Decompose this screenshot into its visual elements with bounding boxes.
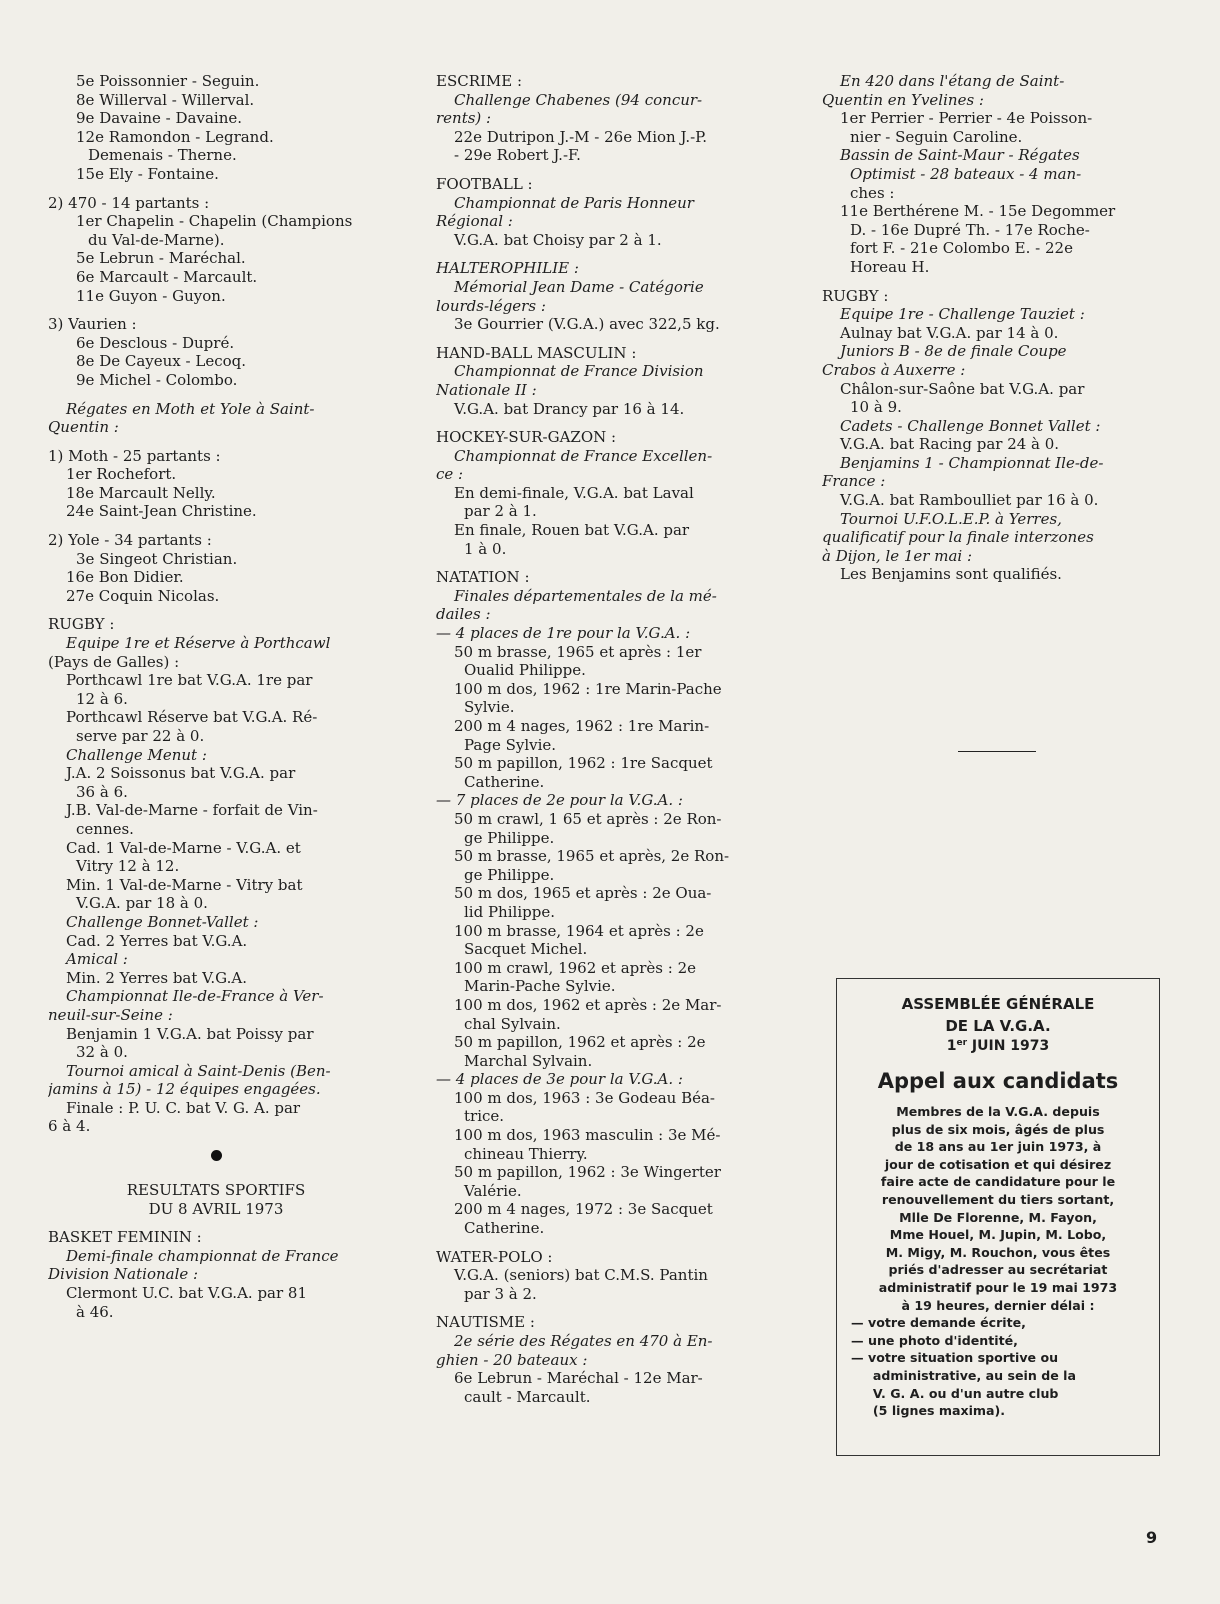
text-line: fort F. - 21e Colombo E. - 22e	[850, 239, 1073, 258]
text-line: Challenge Menut :	[66, 745, 207, 764]
text-line: ghien - 20 bateaux :	[436, 1350, 588, 1369]
text-line: ge Philippe.	[464, 865, 555, 884]
column-1	[48, 72, 384, 1321]
text-line: Marin-Pache Sylvie.	[464, 977, 616, 996]
text-line: neuil-sur-Seine :	[48, 1005, 173, 1024]
text-line: 100 m dos, 1963 masculin : 3e Mé-	[454, 1126, 721, 1145]
text-line: trice.	[464, 1107, 505, 1126]
notice-body-line: faire acte de candidature pour le	[880, 1174, 1116, 1190]
text-line: cault - Marcault.	[464, 1387, 591, 1406]
text-line: — 4 places de 3e pour la V.G.A. :	[436, 1070, 683, 1089]
text-line: serve par 22 à 0.	[76, 727, 205, 745]
text-line: Benjamins 1 - Championnat Ile-de-	[840, 453, 1104, 472]
text-line: V.G.A. (seniors) bat C.M.S. Pantin	[454, 1266, 708, 1285]
column-3	[822, 72, 1156, 584]
text-line: 18e Marcault Nelly.	[66, 483, 216, 502]
text-line: Juniors B - 8e de finale Coupe	[840, 342, 1067, 361]
spacer	[822, 277, 1156, 287]
text-line: Horeau H.	[850, 257, 930, 276]
text-line: dailes :	[436, 605, 491, 624]
text-line: 5e Poissonnier - Seguin.	[76, 72, 260, 90]
text-line: J.B. Val-de-Marne - forfait de Vin-	[66, 801, 318, 820]
text-line: En demi-finale, V.G.A. bat Laval	[454, 483, 694, 502]
text-line: 1er Chapelin - Chapelin (Champions	[76, 212, 353, 231]
column-1-results	[48, 72, 384, 1136]
notice-body-line: jour de cotisation et qui désirez	[884, 1156, 1112, 1172]
text-line: Cad. 2 Yerres bat V.G.A.	[66, 931, 248, 950]
text-line: 22e Dutripon J.-M - 26e Mion J.-P.	[454, 127, 707, 146]
notice-list	[837, 1314, 1159, 1420]
text-line: 32 à 0.	[76, 1043, 128, 1062]
text-line: — 7 places de 2e pour la V.G.A. :	[436, 791, 683, 810]
text-line: Aulnay bat V.G.A. par 14 à 0.	[840, 323, 1059, 342]
notice-list-item: V. G. A. ou d'un autre club	[851, 1385, 1059, 1401]
text-line: Finales départementales de la mé-	[454, 586, 717, 605]
text-line: Demi-finale championnat de France	[66, 1246, 339, 1265]
spacer	[48, 521, 384, 531]
text-line: 10 à 9.	[850, 398, 902, 417]
text-line: Finale : P. U. C. bat V. G. A. par	[66, 1098, 301, 1117]
text-line: En finale, Rouen bat V.G.A. par	[454, 521, 690, 540]
text-line: Sacquet Michel.	[464, 940, 588, 959]
text-line: chineau Thierry.	[464, 1144, 588, 1163]
notice-body-line: renouvellement du tiers sortant,	[881, 1191, 1115, 1207]
text-line: 6e Lebrun - Maréchal - 12e Mar-	[454, 1369, 703, 1388]
text-line: Oualid Philippe.	[464, 661, 586, 680]
text-line: 6e Marcault - Marcault.	[76, 267, 258, 286]
spacer	[48, 1218, 384, 1228]
text-line: 5e Lebrun - Maréchal.	[76, 249, 246, 268]
notice-list-item: — une photo d'identité,	[851, 1332, 1018, 1348]
spacer	[436, 558, 770, 568]
text-line: 8e Willerval - Willerval.	[76, 90, 255, 109]
spacer	[48, 390, 384, 400]
text-line: Tournoi U.F.O.L.E.P. à Yerres,	[840, 509, 1062, 528]
text-line: Marchal Sylvain.	[464, 1051, 593, 1070]
text-line: Championnat de France Division	[454, 362, 704, 381]
notice-body-line: plus de six mois, âgés de plus	[891, 1121, 1105, 1137]
text-line: Crabos à Auxerre :	[822, 360, 966, 379]
text-line: RUGBY :	[48, 615, 115, 634]
text-line: D. - 16e Dupré Th. - 17e Roche-	[850, 220, 1090, 239]
text-line: Benjamin 1 V.G.A. bat Poissy par	[66, 1024, 314, 1043]
text-line: BASKET FEMININ :	[48, 1228, 202, 1247]
notice-body-line: administratif pour le 19 mai 1973	[878, 1279, 1118, 1295]
text-line: Cad. 1 Val-de-Marne - V.G.A. et	[66, 838, 301, 857]
text-line: 9e Michel - Colombo.	[76, 370, 238, 389]
text-line: Tournoi amical à Saint-Denis (Ben-	[66, 1061, 331, 1080]
notice-body-line: à 19 heures, dernier délai :	[901, 1297, 1095, 1313]
text-line: 50 m papillon, 1962 et après : 2e	[454, 1033, 706, 1052]
text-line: ches :	[850, 183, 895, 202]
text-line: Championnat Ile-de-France à Ver-	[66, 987, 324, 1006]
text-line: du Val-de-Marne).	[88, 230, 225, 249]
text-line: Sylvie.	[464, 698, 515, 717]
notice-body-line: Membres de la V.G.A. depuis	[896, 1104, 1100, 1119]
text-line: Catherine.	[464, 772, 545, 791]
spacer	[436, 249, 770, 259]
text-line: 50 m brasse, 1965 et après : 1er	[454, 642, 702, 661]
text-line: 50 m papillon, 1962 : 1re Sacquet	[454, 754, 713, 773]
column-2	[436, 72, 770, 1406]
text-line: 100 m brasse, 1964 et après : 2e	[454, 921, 704, 940]
text-line: NATATION :	[436, 568, 530, 587]
text-line: Amical :	[66, 950, 128, 969]
text-line: lid Philippe.	[464, 902, 555, 921]
text-line: 100 m dos, 1962 : 1re Marin-Pache	[454, 679, 722, 698]
text-line: Clermont U.C. bat V.G.A. par 81	[66, 1284, 308, 1303]
text-line: 1er Rochefort.	[66, 465, 177, 484]
text-line: nier - Seguin Caroline.	[850, 127, 1023, 146]
text-line: ce :	[436, 465, 464, 484]
spacer	[48, 305, 384, 315]
text-line: 36 à 6.	[76, 782, 128, 801]
text-line: lourds-légers :	[436, 296, 546, 315]
text-line: 2e série des Régates en 470 à En-	[454, 1332, 713, 1350]
text-line: 12 à 6.	[76, 689, 128, 708]
text-line: 100 m crawl, 1962 et après : 2e	[454, 958, 696, 977]
text-line: J.A. 2 Soissonus bat V.G.A. par	[66, 764, 296, 783]
text-line: Régional :	[436, 212, 513, 231]
text-line: Porthcawl 1re bat V.G.A. 1re par	[66, 671, 313, 690]
text-line: Cadets - Challenge Bonnet Vallet :	[840, 416, 1101, 435]
text-line: 6 à 4.	[48, 1117, 91, 1136]
text-line: HALTEROPHILIE :	[436, 259, 579, 278]
text-line: V.G.A. bat Ramboulliet par 16 à 0.	[840, 491, 1099, 510]
text-line: 100 m dos, 1962 et après : 2e Mar-	[454, 995, 722, 1014]
notice-title: ASSEMBLÉE GÉNÉRALE	[901, 995, 1095, 1013]
text-line: NAUTISME :	[436, 1313, 535, 1332]
notice-list-item: (5 lignes maxima).	[851, 1403, 1006, 1419]
text-line: 3e Singeot Christian.	[76, 549, 238, 568]
text-line: 50 m dos, 1965 et après : 2e Oua-	[454, 884, 712, 903]
text-line: Min. 2 Yerres bat V.G.A.	[66, 968, 247, 987]
notice-body-line: Mme Houel, M. Jupin, M. Lobo,	[889, 1227, 1107, 1243]
notice-body-line: Mlle De Florenne, M. Fayon,	[899, 1209, 1097, 1225]
text-line: Les Benjamins sont qualifiés.	[840, 565, 1062, 584]
text-line: 12e Ramondon - Legrand.	[76, 127, 274, 146]
text-line: Châlon-sur-Saône bat V.G.A. par	[840, 379, 1085, 398]
text-line: Championnat de France Excellen-	[454, 446, 713, 465]
text-line: 50 m brasse, 1965 et après, 2e Ron-	[454, 847, 730, 866]
text-line: DU 8 AVRIL 1973	[148, 1199, 284, 1218]
text-line: ESCRIME :	[436, 72, 523, 90]
text-line: 50 m crawl, 1 65 et après : 2e Ron-	[454, 809, 722, 828]
text-line: - 29e Robert J.-F.	[454, 146, 581, 165]
text-line: Nationale II :	[436, 380, 537, 399]
text-line: Bassin de Saint-Maur - Régates	[840, 146, 1080, 165]
text-line: RUGBY :	[822, 286, 889, 305]
text-line: Page Sylvie.	[464, 735, 557, 754]
text-line: 1er Perrier - Perrier - 4e Poisson-	[840, 109, 1093, 128]
text-line: FOOTBALL :	[436, 174, 533, 193]
text-line: Régates en Moth et Yole à Saint-	[66, 399, 315, 418]
text-line: 6e Desclous - Dupré.	[76, 333, 235, 352]
text-line: Porthcawl Réserve bat V.G.A. Ré-	[66, 708, 318, 727]
text-line: 1) Moth - 25 partants :	[48, 446, 221, 465]
text-line: Optimist - 28 bateaux - 4 man-	[850, 164, 1082, 183]
text-line: Mémorial Jean Dame - Catégorie	[454, 277, 704, 296]
notice-body	[837, 1103, 1159, 1314]
text-line: par 2 à 1.	[464, 502, 537, 521]
text-line: 8e De Cayeux - Lecoq.	[76, 352, 246, 371]
text-line: Equipe 1re et Réserve à Porthcawl	[66, 634, 331, 653]
notice-body-line: M. Migy, M. Rouchon, vous êtes	[885, 1244, 1111, 1260]
text-line: France :	[822, 472, 886, 491]
text-line: 2) 470 - 14 partants :	[48, 193, 210, 212]
text-line: 27e Coquin Nicolas.	[66, 586, 220, 605]
text-line: Min. 1 Val-de-Marne - Vitry bat	[66, 875, 303, 894]
text-line: chal Sylvain.	[464, 1014, 561, 1033]
notice-list-item: — votre demande écrite,	[851, 1315, 1026, 1331]
text-line: par 3 à 2.	[464, 1284, 537, 1303]
text-line: 3e Gourrier (V.G.A.) avec 322,5 kg.	[454, 315, 720, 334]
text-line: Division Nationale :	[48, 1265, 199, 1284]
text-line: Vitry 12 à 12.	[76, 857, 180, 876]
spacer	[436, 165, 770, 175]
text-line: rents) :	[436, 109, 492, 128]
text-line: Challenge Chabenes (94 concur-	[454, 90, 703, 109]
text-line: V.G.A. par 18 à 0.	[76, 894, 208, 913]
text-line: RESULTATS SPORTIFS	[126, 1181, 306, 1200]
text-line: HOCKEY-SUR-GAZON :	[436, 428, 617, 447]
spacer	[436, 1238, 770, 1248]
text-line: 24e Saint-Jean Christine.	[66, 502, 257, 521]
text-line: Championnat de Paris Honneur	[454, 193, 694, 212]
notice-body-line: priés d'adresser au secrétariat	[888, 1262, 1108, 1278]
text-line: à 46.	[76, 1302, 114, 1321]
text-line: cennes.	[76, 819, 134, 838]
text-line: 16e Bon Didier.	[66, 568, 184, 587]
text-line: 9e Davaine - Davaine.	[76, 109, 243, 128]
text-line: Catherine.	[464, 1219, 545, 1238]
text-line: Demenais - Therne.	[88, 146, 237, 165]
text-line: En 420 dans l'étang de Saint-	[840, 72, 1065, 90]
text-line: à Dijon, le 1er mai :	[822, 546, 972, 565]
spacer	[436, 334, 770, 344]
text-line: WATER-POLO :	[436, 1247, 553, 1266]
text-line: 50 m papillon, 1962 : 3e Wingerter	[454, 1163, 721, 1182]
assembly-notice-box	[836, 978, 1160, 1456]
column-1-basket-results	[48, 1181, 384, 1321]
spacer	[48, 184, 384, 194]
text-line: 2) Yole - 34 partants :	[48, 531, 212, 550]
text-line: 11e Guyon - Guyon.	[76, 286, 226, 305]
text-line: 3) Vaurien :	[48, 315, 137, 334]
text-line: V.G.A. bat Drancy par 16 à 14.	[454, 399, 685, 418]
text-line: Quentin :	[48, 418, 119, 437]
text-line: jamins à 15) - 12 équipes engagées.	[48, 1080, 321, 1099]
text-line: V.G.A. bat Racing par 24 à 0.	[840, 435, 1060, 454]
spacer	[436, 1303, 770, 1313]
spacer	[436, 418, 770, 428]
notice-heading: Appel aux candidats	[877, 1069, 1119, 1093]
text-line: Equipe 1re - Challenge Tauziet :	[840, 305, 1085, 324]
text-line: qualificatif pour la finale interzones	[822, 528, 1094, 547]
text-line: HAND-BALL MASCULIN :	[436, 343, 637, 362]
text-line: 200 m 4 nages, 1962 : 1re Marin-	[454, 717, 710, 735]
notice-body-line: de 18 ans au 1er juin 1973, à	[894, 1139, 1102, 1155]
page-number: 9	[1146, 1528, 1158, 1547]
spacer	[48, 605, 384, 615]
text-line: Challenge Bonnet-Vallet :	[66, 912, 259, 931]
text-line: 11e Berthérene M. - 15e Degommer	[840, 202, 1116, 221]
text-line: Quentin en Yvelines :	[822, 90, 984, 109]
notice-subtitle: DE LA V.G.A.	[945, 1017, 1051, 1035]
text-line: ge Philippe.	[464, 828, 555, 847]
notice-list-item: — votre situation sportive ou	[851, 1350, 1059, 1366]
bullet-separator	[211, 1150, 222, 1161]
text-line: Valérie.	[464, 1181, 522, 1200]
notice-list-item: administrative, au sein de la	[851, 1367, 1076, 1383]
notice-date: 1er JUIN 1973	[946, 1038, 1050, 1054]
text-line: V.G.A. bat Choisy par 2 à 1.	[454, 230, 662, 249]
text-line: — 4 places de 1re pour la V.G.A. :	[436, 624, 691, 643]
section-divider	[958, 751, 1036, 752]
text-line: 200 m 4 nages, 1972 : 3e Sacquet	[454, 1200, 713, 1219]
text-line: 1 à 0.	[464, 539, 507, 558]
text-line: 100 m dos, 1963 : 3e Godeau Béa-	[454, 1088, 715, 1107]
spacer	[48, 437, 384, 447]
text-line: 15e Ely - Fontaine.	[76, 164, 219, 183]
text-line: (Pays de Galles) :	[48, 652, 180, 671]
